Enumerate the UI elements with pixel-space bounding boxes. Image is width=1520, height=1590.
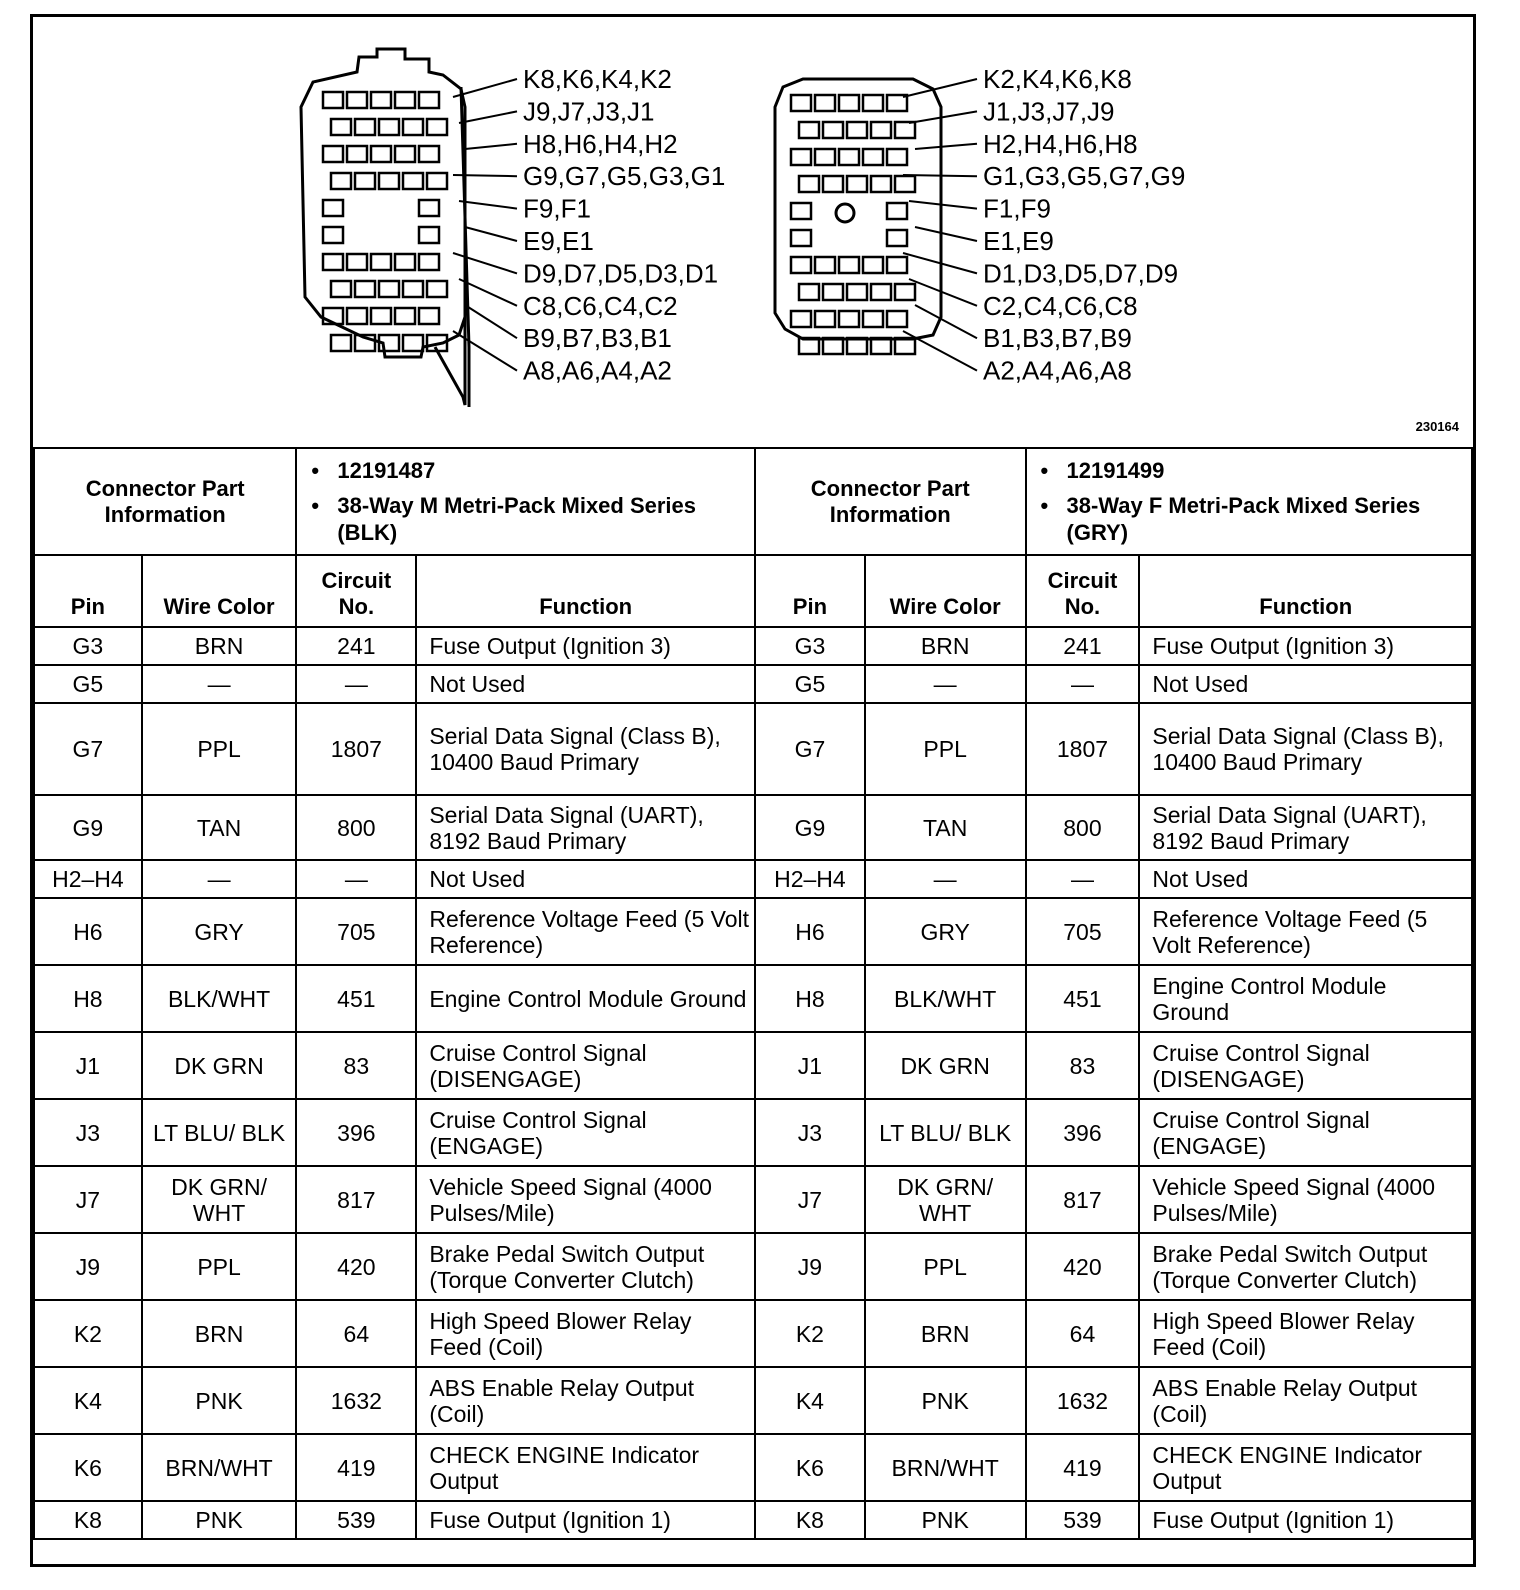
left-pin-cell: K2 bbox=[34, 1300, 142, 1367]
pin-group-label: F1,F9 bbox=[983, 193, 1051, 224]
pin-cavity bbox=[839, 257, 859, 273]
left-wire-cell: LT BLU/ BLK bbox=[142, 1099, 297, 1166]
right-wire-cell: PNK bbox=[865, 1367, 1026, 1434]
left-circuit-cell: 396 bbox=[296, 1099, 416, 1166]
left-wire-cell: PPL bbox=[142, 1233, 297, 1300]
pin-cavity bbox=[815, 257, 835, 273]
pin-cavity bbox=[331, 173, 351, 189]
left-pin-cell: J1 bbox=[34, 1032, 142, 1099]
left-circuit-cell: 419 bbox=[296, 1434, 416, 1501]
pin-cavity bbox=[395, 308, 415, 324]
pin-cavity bbox=[799, 122, 819, 138]
leader-line bbox=[465, 305, 517, 338]
left-wire-cell: TAN bbox=[142, 795, 297, 860]
pinout-rows bbox=[34, 627, 1472, 1539]
pin-cavity bbox=[847, 122, 867, 138]
left-circuit-cell: 64 bbox=[296, 1300, 416, 1367]
right-wire-cell: BLK/WHT bbox=[865, 965, 1026, 1032]
left-function-cell: High Speed Blower Relay Feed (Coil) bbox=[416, 1300, 755, 1367]
left-function-cell: Not Used bbox=[416, 860, 755, 898]
table-row bbox=[34, 795, 1472, 860]
right-circuit-cell: 396 bbox=[1026, 1099, 1140, 1166]
right-part-number: • 12191499 bbox=[1067, 457, 1461, 484]
leader-line bbox=[465, 144, 517, 149]
pin-group-label: J1,J3,J7,J9 bbox=[983, 96, 1115, 127]
left-wire-cell: DK GRN/ WHT bbox=[142, 1166, 297, 1233]
pin-cavity bbox=[395, 92, 415, 108]
pin-cavity bbox=[371, 254, 391, 270]
left-wire-cell: — bbox=[142, 665, 297, 703]
pin-cavity bbox=[887, 230, 907, 246]
leader-line bbox=[909, 201, 977, 209]
col-wire-color: Wire Color bbox=[142, 555, 297, 627]
right-wire-cell: BRN/WHT bbox=[865, 1434, 1026, 1501]
connector-diagram bbox=[33, 17, 1473, 447]
leader-line bbox=[915, 305, 977, 338]
pin-cavity bbox=[887, 311, 907, 327]
right-pin-cell: H8 bbox=[755, 965, 865, 1032]
right-wire-cell: DK GRN bbox=[865, 1032, 1026, 1099]
table-row bbox=[34, 1300, 1472, 1367]
left-function-cell: CHECK ENGINE Indicator Output bbox=[416, 1434, 755, 1501]
left-circuit-cell: — bbox=[296, 860, 416, 898]
pin-cavity bbox=[823, 122, 843, 138]
right-pin-cell: J9 bbox=[755, 1233, 865, 1300]
pin-cavity bbox=[895, 122, 915, 138]
figure-id: 230164 bbox=[1415, 419, 1459, 434]
left-circuit-cell: — bbox=[296, 665, 416, 703]
col-circuit: Circuit No. bbox=[296, 555, 416, 627]
table-row bbox=[34, 898, 1472, 965]
column-header-row bbox=[34, 555, 1472, 627]
right-pin-cell: K6 bbox=[755, 1434, 865, 1501]
left-pin-cell: J3 bbox=[34, 1099, 142, 1166]
pin-cavity bbox=[371, 308, 391, 324]
pin-cavity bbox=[895, 284, 915, 300]
pin-cavity bbox=[791, 311, 811, 327]
right-function-cell: Cruise Control Signal (DISENGAGE) bbox=[1139, 1032, 1472, 1099]
pin-cavity bbox=[331, 119, 351, 135]
leader-line bbox=[459, 201, 517, 209]
leader-line bbox=[909, 279, 977, 306]
pin-cavity bbox=[815, 311, 835, 327]
right-pin-cell: J3 bbox=[755, 1099, 865, 1166]
connector-info-row bbox=[34, 448, 1472, 555]
leader-line bbox=[909, 111, 977, 123]
pin-group-label: G9,G7,G5,G3,G1 bbox=[523, 161, 726, 192]
table-row bbox=[34, 703, 1472, 795]
pin-group-label: C2,C4,C6,C8 bbox=[983, 290, 1138, 321]
leader-line bbox=[915, 144, 977, 149]
pin-cavity bbox=[887, 257, 907, 273]
right-pin-cell: K8 bbox=[755, 1501, 865, 1539]
left-pin-cell: G7 bbox=[34, 703, 142, 795]
right-pin-cell: K2 bbox=[755, 1300, 865, 1367]
pin-cavity bbox=[419, 227, 439, 243]
pin-cavity bbox=[791, 230, 811, 246]
left-circuit-cell: 1632 bbox=[296, 1367, 416, 1434]
right-function-cell: Cruise Control Signal (ENGAGE) bbox=[1139, 1099, 1472, 1166]
pin-group-label: H2,H4,H6,H8 bbox=[983, 128, 1138, 159]
pin-cavity bbox=[791, 203, 811, 219]
pin-cavity bbox=[355, 173, 375, 189]
pin-cavity bbox=[331, 335, 351, 351]
right-circuit-cell: 539 bbox=[1026, 1501, 1140, 1539]
col-pin: Pin bbox=[34, 555, 142, 627]
right-function-cell: Reference Voltage Feed (5 Volt Reference) bbox=[1139, 898, 1472, 965]
left-pin-cell: G3 bbox=[34, 627, 142, 665]
pin-cavity bbox=[871, 284, 891, 300]
left-info-title: Connector Part Information bbox=[34, 448, 296, 555]
pin-cavity bbox=[823, 284, 843, 300]
pin-group-label: G1,G3,G5,G7,G9 bbox=[983, 161, 1186, 192]
pin-cavity bbox=[347, 146, 367, 162]
col-pin: Pin bbox=[755, 555, 865, 627]
table-row bbox=[34, 1367, 1472, 1434]
right-function-cell: Brake Pedal Switch Output (Torque Converter Clutch) bbox=[1139, 1233, 1472, 1300]
left-wire-cell: — bbox=[142, 860, 297, 898]
left-pin-cell: H2–H4 bbox=[34, 860, 142, 898]
pin-group-label: J9,J7,J3,J1 bbox=[523, 96, 655, 127]
right-function-cell: ABS Enable Relay Output (Coil) bbox=[1139, 1367, 1472, 1434]
right-circuit-cell: 419 bbox=[1026, 1434, 1140, 1501]
pin-cavity bbox=[871, 176, 891, 192]
pin-cavity bbox=[871, 122, 891, 138]
pin-cavity bbox=[427, 281, 447, 297]
pin-cavity bbox=[419, 308, 439, 324]
left-part-number: • 12191487 bbox=[337, 457, 744, 484]
pin-cavity bbox=[323, 227, 343, 243]
left-circuit-cell: 241 bbox=[296, 627, 416, 665]
left-circuit-cell: 800 bbox=[296, 795, 416, 860]
pin-group-label: A8,A6,A4,A2 bbox=[523, 355, 672, 386]
pin-cavity bbox=[815, 95, 835, 111]
pin-group-label: H8,H6,H4,H2 bbox=[523, 128, 678, 159]
right-circuit-cell: 817 bbox=[1026, 1166, 1140, 1233]
right-function-cell: Fuse Output (Ignition 3) bbox=[1139, 627, 1472, 665]
table-row bbox=[34, 665, 1472, 703]
connector-pinout-figure bbox=[30, 14, 1476, 1567]
right-function-cell: High Speed Blower Relay Feed (Coil) bbox=[1139, 1300, 1472, 1367]
pin-cavity bbox=[403, 281, 423, 297]
left-function-cell: Cruise Control Signal (DISENGAGE) bbox=[416, 1032, 755, 1099]
right-info-title: Connector Part Information bbox=[755, 448, 1026, 555]
pin-cavity bbox=[823, 176, 843, 192]
pin-cavity bbox=[323, 146, 343, 162]
pin-group-label: F9,F1 bbox=[523, 193, 591, 224]
right-pin-cell: G9 bbox=[755, 795, 865, 860]
right-circuit-cell: 241 bbox=[1026, 627, 1140, 665]
table-row bbox=[34, 965, 1472, 1032]
col-wire-color: Wire Color bbox=[865, 555, 1026, 627]
left-wire-cell: DK GRN bbox=[142, 1032, 297, 1099]
left-pin-cell: G9 bbox=[34, 795, 142, 860]
pin-group-label: B9,B7,B3,B1 bbox=[523, 323, 672, 354]
col-circuit: Circuit No. bbox=[1026, 555, 1140, 627]
right-function-cell: Serial Data Signal (Class B), 10400 Baud Primary bbox=[1139, 703, 1472, 795]
left-function-cell: Not Used bbox=[416, 665, 755, 703]
left-wire-cell: GRY bbox=[142, 898, 297, 965]
table-row bbox=[34, 860, 1472, 898]
left-function-cell: Fuse Output (Ignition 1) bbox=[416, 1501, 755, 1539]
pin-cavity bbox=[863, 311, 883, 327]
right-function-cell: Not Used bbox=[1139, 860, 1472, 898]
pin-cavity bbox=[419, 92, 439, 108]
left-circuit-cell: 1807 bbox=[296, 703, 416, 795]
pin-cavity bbox=[887, 203, 907, 219]
left-pin-cell: J7 bbox=[34, 1166, 142, 1233]
pin-group-label: D1,D3,D5,D7,D9 bbox=[983, 258, 1179, 289]
pin-cavity bbox=[395, 146, 415, 162]
left-function-cell: Serial Data Signal (Class B), 10400 Baud Primary bbox=[416, 703, 755, 795]
pin-group-label: C8,C6,C4,C2 bbox=[523, 290, 678, 321]
table-row bbox=[34, 1099, 1472, 1166]
right-wire-cell: TAN bbox=[865, 795, 1026, 860]
right-pin-cell: H2–H4 bbox=[755, 860, 865, 898]
right-wire-cell: DK GRN/ WHT bbox=[865, 1166, 1026, 1233]
table-row bbox=[34, 1434, 1472, 1501]
right-wire-cell: BRN bbox=[865, 1300, 1026, 1367]
left-function-cell: Cruise Control Signal (ENGAGE) bbox=[416, 1099, 755, 1166]
right-function-cell: Serial Data Signal (UART), 8192 Baud Primary bbox=[1139, 795, 1472, 860]
left-pin-cell: K4 bbox=[34, 1367, 142, 1434]
right-circuit-cell: 800 bbox=[1026, 795, 1140, 860]
right-wire-cell: PPL bbox=[865, 703, 1026, 795]
leader-line bbox=[915, 227, 977, 241]
pin-cavity bbox=[839, 311, 859, 327]
col-function: Function bbox=[416, 555, 755, 627]
pin-cavity bbox=[427, 119, 447, 135]
pin-cavity bbox=[371, 146, 391, 162]
pin-cavity bbox=[839, 149, 859, 165]
right-function-cell: Engine Control Module Ground bbox=[1139, 965, 1472, 1032]
right-pin-cell: G3 bbox=[755, 627, 865, 665]
connector-drawings bbox=[33, 17, 1473, 447]
left-wire-cell: BRN bbox=[142, 1300, 297, 1367]
pin-group-label: E9,E1 bbox=[523, 226, 594, 256]
pin-cavity bbox=[847, 176, 867, 192]
right-function-cell: Vehicle Speed Signal (4000 Pulses/Mile) bbox=[1139, 1166, 1472, 1233]
left-circuit-cell: 705 bbox=[296, 898, 416, 965]
right-function-cell: CHECK ENGINE Indicator Output bbox=[1139, 1434, 1472, 1501]
left-part-description: • 38-Way M Metri-Pack Mixed Series (BLK) bbox=[337, 492, 744, 546]
pin-cavity bbox=[839, 95, 859, 111]
pin-cavity bbox=[355, 119, 375, 135]
left-circuit-cell: 83 bbox=[296, 1032, 416, 1099]
pin-cavity bbox=[791, 95, 811, 111]
pin-cavity bbox=[419, 146, 439, 162]
pin-cavity bbox=[791, 149, 811, 165]
right-pin-cell: J1 bbox=[755, 1032, 865, 1099]
pin-group-label: K8,K6,K4,K2 bbox=[523, 64, 672, 94]
left-circuit-cell: 451 bbox=[296, 965, 416, 1032]
left-pin-cell: H6 bbox=[34, 898, 142, 965]
left-function-cell: ABS Enable Relay Output (Coil) bbox=[416, 1367, 755, 1434]
leader-line bbox=[453, 253, 517, 273]
right-pin-cell: G7 bbox=[755, 703, 865, 795]
table-row bbox=[34, 1032, 1472, 1099]
right-pin-cell: J7 bbox=[755, 1166, 865, 1233]
pin-group-label: K2,K4,K6,K8 bbox=[983, 64, 1132, 94]
right-circuit-cell: — bbox=[1026, 665, 1140, 703]
pin-cavity bbox=[791, 257, 811, 273]
pin-cavity bbox=[863, 149, 883, 165]
pin-cavity bbox=[331, 281, 351, 297]
pin-group-label: E1,E9 bbox=[983, 226, 1054, 256]
left-pin-cell: H8 bbox=[34, 965, 142, 1032]
pin-cavity bbox=[395, 254, 415, 270]
left-circuit-cell: 420 bbox=[296, 1233, 416, 1300]
left-connector-cavities bbox=[323, 92, 447, 351]
left-pin-labels bbox=[523, 64, 725, 386]
pin-group-label: D9,D7,D5,D3,D1 bbox=[523, 258, 719, 289]
pin-cavity bbox=[419, 200, 439, 216]
leader-line bbox=[453, 331, 517, 371]
left-wire-cell: PNK bbox=[142, 1501, 297, 1539]
leader-line bbox=[903, 175, 977, 176]
table-row bbox=[34, 627, 1472, 665]
pin-cavity bbox=[419, 254, 439, 270]
right-circuit-cell: 1807 bbox=[1026, 703, 1140, 795]
left-wire-cell: PNK bbox=[142, 1367, 297, 1434]
table-row bbox=[34, 1233, 1472, 1300]
left-pin-cell: G5 bbox=[34, 665, 142, 703]
left-circuit-cell: 817 bbox=[296, 1166, 416, 1233]
left-pin-cell: J9 bbox=[34, 1233, 142, 1300]
pin-cavity bbox=[323, 92, 343, 108]
right-circuit-cell: 83 bbox=[1026, 1032, 1140, 1099]
pin-cavity bbox=[815, 149, 835, 165]
pin-group-label: B1,B3,B7,B9 bbox=[983, 323, 1132, 354]
right-circuit-cell: — bbox=[1026, 860, 1140, 898]
left-part-info bbox=[296, 448, 755, 555]
pin-cavity bbox=[323, 254, 343, 270]
leader-line bbox=[453, 175, 517, 176]
pin-cavity bbox=[799, 176, 819, 192]
pin-cavity bbox=[863, 257, 883, 273]
pin-cavity bbox=[347, 254, 367, 270]
pin-cavity bbox=[379, 281, 399, 297]
leader-line bbox=[459, 111, 517, 123]
right-wire-cell: PNK bbox=[865, 1501, 1026, 1539]
left-circuit-cell: 539 bbox=[296, 1501, 416, 1539]
right-wire-cell: BRN bbox=[865, 627, 1026, 665]
table-row bbox=[34, 1166, 1472, 1233]
pin-cavity bbox=[379, 173, 399, 189]
pin-cavity bbox=[347, 92, 367, 108]
left-pin-cell: K6 bbox=[34, 1434, 142, 1501]
table-row bbox=[34, 1501, 1472, 1539]
pin-cavity bbox=[847, 284, 867, 300]
right-pin-cell: G5 bbox=[755, 665, 865, 703]
pin-cavity bbox=[427, 173, 447, 189]
pin-cavity bbox=[863, 95, 883, 111]
right-pin-cell: H6 bbox=[755, 898, 865, 965]
pin-cavity bbox=[895, 176, 915, 192]
pin-cavity bbox=[371, 92, 391, 108]
right-function-cell: Not Used bbox=[1139, 665, 1472, 703]
pin-cavity bbox=[403, 119, 423, 135]
left-function-cell: Brake Pedal Switch Output (Torque Converter Clutch) bbox=[416, 1233, 755, 1300]
right-connector-cavities bbox=[791, 95, 915, 354]
left-wire-cell: BLK/WHT bbox=[142, 965, 297, 1032]
right-wire-cell: — bbox=[865, 860, 1026, 898]
left-wire-cell: BRN/WHT bbox=[142, 1434, 297, 1501]
right-function-cell: Fuse Output (Ignition 1) bbox=[1139, 1501, 1472, 1539]
right-pin-labels bbox=[983, 64, 1185, 386]
pin-cavity bbox=[799, 284, 819, 300]
leader-line bbox=[465, 227, 517, 241]
pin-cavity bbox=[347, 308, 367, 324]
left-function-cell: Vehicle Speed Signal (4000 Pulses/Mile) bbox=[416, 1166, 755, 1233]
right-wire-cell: PPL bbox=[865, 1233, 1026, 1300]
left-function-cell: Fuse Output (Ignition 3) bbox=[416, 627, 755, 665]
pin-cavity bbox=[887, 149, 907, 165]
right-part-description: • 38-Way F Metri-Pack Mixed Series (GRY) bbox=[1067, 492, 1461, 546]
pin-group-label: A2,A4,A6,A8 bbox=[983, 355, 1132, 386]
pin-cavity bbox=[403, 173, 423, 189]
right-circuit-cell: 451 bbox=[1026, 965, 1140, 1032]
pin-cavity bbox=[379, 119, 399, 135]
right-circuit-cell: 1632 bbox=[1026, 1367, 1140, 1434]
pin-cavity bbox=[323, 200, 343, 216]
leader-line bbox=[903, 79, 977, 97]
right-circuit-cell: 64 bbox=[1026, 1300, 1140, 1367]
left-function-cell: Engine Control Module Ground bbox=[416, 965, 755, 1032]
right-circuit-cell: 705 bbox=[1026, 898, 1140, 965]
pin-cavity bbox=[355, 281, 375, 297]
left-wire-cell: PPL bbox=[142, 703, 297, 795]
col-function: Function bbox=[1139, 555, 1472, 627]
right-part-info bbox=[1026, 448, 1472, 555]
left-function-cell: Reference Voltage Feed (5 Volt Reference) bbox=[416, 898, 755, 965]
pin-cavity bbox=[403, 335, 423, 351]
right-pin-cell: K4 bbox=[755, 1367, 865, 1434]
right-wire-cell: LT BLU/ BLK bbox=[865, 1099, 1026, 1166]
right-circuit-cell: 420 bbox=[1026, 1233, 1140, 1300]
left-wire-cell: BRN bbox=[142, 627, 297, 665]
right-wire-cell: — bbox=[865, 665, 1026, 703]
right-wire-cell: GRY bbox=[865, 898, 1026, 965]
left-pin-cell: K8 bbox=[34, 1501, 142, 1539]
pinout-table bbox=[33, 447, 1473, 1540]
leader-line bbox=[453, 79, 517, 97]
left-function-cell: Serial Data Signal (UART), 8192 Baud Primary bbox=[416, 795, 755, 860]
